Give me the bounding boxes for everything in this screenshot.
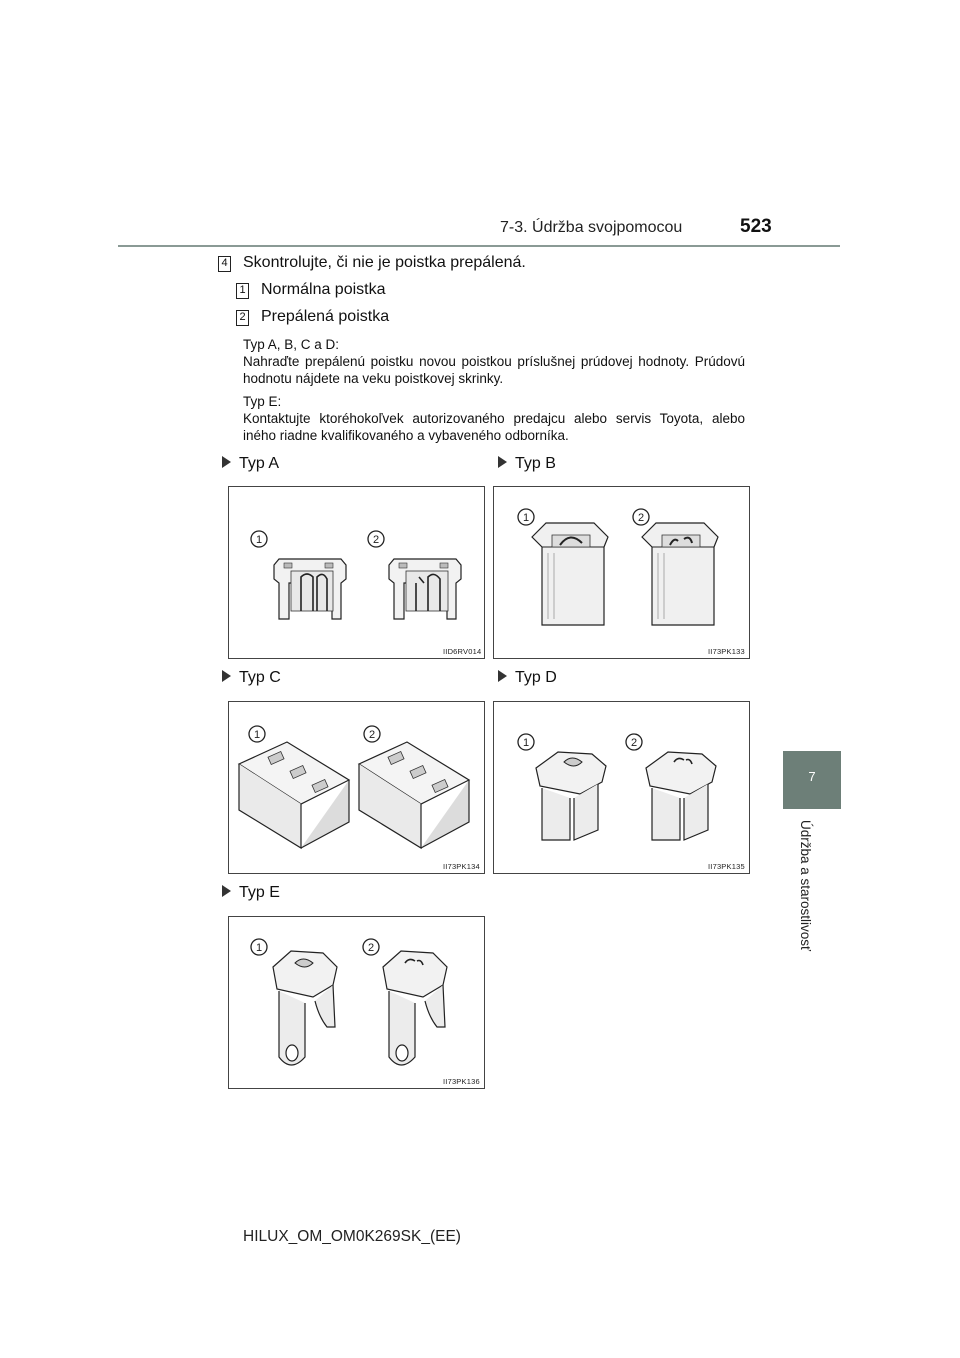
normal-fuse-block	[239, 742, 349, 848]
blown-fusible-link	[646, 752, 716, 840]
triangle-bullet-icon	[222, 885, 231, 897]
fusible-link-illustration	[494, 702, 749, 873]
triangle-bullet-icon	[498, 456, 507, 468]
legend-label: Normálna poistka	[261, 281, 386, 298]
page-number: 523	[740, 216, 772, 237]
type-b-label: Typ B	[498, 455, 556, 473]
figure-type-a	[228, 486, 485, 659]
legend-item-normal	[236, 281, 386, 299]
cartridge-fuse-illustration	[494, 487, 749, 658]
type-c-label: Typ C	[222, 669, 281, 687]
svg-text:2: 2	[630, 737, 638, 749]
normal-blade-fuse	[274, 559, 346, 619]
step-4	[218, 254, 526, 272]
fuse-block-illustration	[229, 702, 484, 873]
note-type-e	[243, 393, 745, 444]
figure-type-b	[493, 486, 750, 659]
figure-code: IID6RV014	[443, 647, 482, 656]
normal-bolted-fuse	[273, 951, 337, 1065]
chapter-number: 7	[808, 769, 816, 784]
chapter-title: Údržba a starostlivosť	[798, 820, 813, 952]
legend-number-box: 1	[236, 283, 249, 299]
legend-number-box: 2	[236, 310, 249, 326]
svg-text:2: 2	[372, 534, 380, 546]
svg-text:1: 1	[522, 512, 530, 524]
note-types-abcd	[243, 336, 745, 387]
triangle-bullet-icon	[222, 670, 231, 682]
step-number-box: 4	[218, 256, 231, 272]
step-text: Skontrolujte, či nie je poistka prepálená.	[243, 254, 526, 271]
normal-cartridge-fuse	[532, 523, 608, 625]
triangle-bullet-icon	[222, 456, 231, 468]
blown-cartridge-fuse	[642, 523, 718, 625]
figure-code: II73PK133	[708, 647, 745, 656]
note-body: Kontaktujte ktoréhokoľvek autorizovaného predajcu alebo servis Toyota, alebo iného riadne kvalifikovaného a vybaveného odborníka.	[243, 411, 745, 443]
figure-type-d	[493, 701, 750, 874]
svg-text:1: 1	[253, 729, 261, 741]
note-title: Typ E:	[243, 394, 282, 409]
legend-label: Prepálená poistka	[261, 308, 390, 325]
blade-fuse-illustration	[229, 487, 484, 658]
svg-text:1: 1	[255, 942, 263, 954]
header-rule	[118, 245, 840, 247]
svg-text:1: 1	[255, 534, 263, 546]
figure-code: II73PK134	[443, 862, 480, 871]
triangle-bullet-icon	[498, 670, 507, 682]
svg-text:2: 2	[637, 512, 645, 524]
normal-fusible-link	[536, 752, 606, 840]
type-d-label: Typ D	[498, 669, 557, 687]
figure-type-e	[228, 916, 485, 1089]
figure-code: II73PK135	[708, 862, 745, 871]
svg-text:1: 1	[522, 737, 530, 749]
figure-type-c	[228, 701, 485, 874]
blown-blade-fuse	[389, 559, 461, 619]
figure-code: II73PK136	[443, 1077, 480, 1086]
type-a-label: Typ A	[222, 455, 279, 473]
bolted-fuse-illustration	[229, 917, 484, 1088]
note-body: Nahraďte prepálenú poistku novou poistkou príslušnej prúdovej hodnoty. Prúdovú hodnotu nájdete na veku poistkovej skrinky.	[243, 354, 745, 386]
blown-bolted-fuse	[383, 951, 447, 1065]
svg-text:2: 2	[367, 942, 375, 954]
section-title: 7-3. Údržba svojpomocou	[500, 219, 683, 236]
type-e-label: Typ E	[222, 884, 280, 902]
svg-text:2: 2	[368, 729, 376, 741]
note-title: Typ A, B, C a D:	[243, 337, 340, 352]
legend-item-blown	[236, 308, 389, 326]
document-code: HILUX_OM_OM0K269SK_(EE)	[243, 1228, 461, 1245]
blown-fuse-block	[359, 742, 469, 848]
